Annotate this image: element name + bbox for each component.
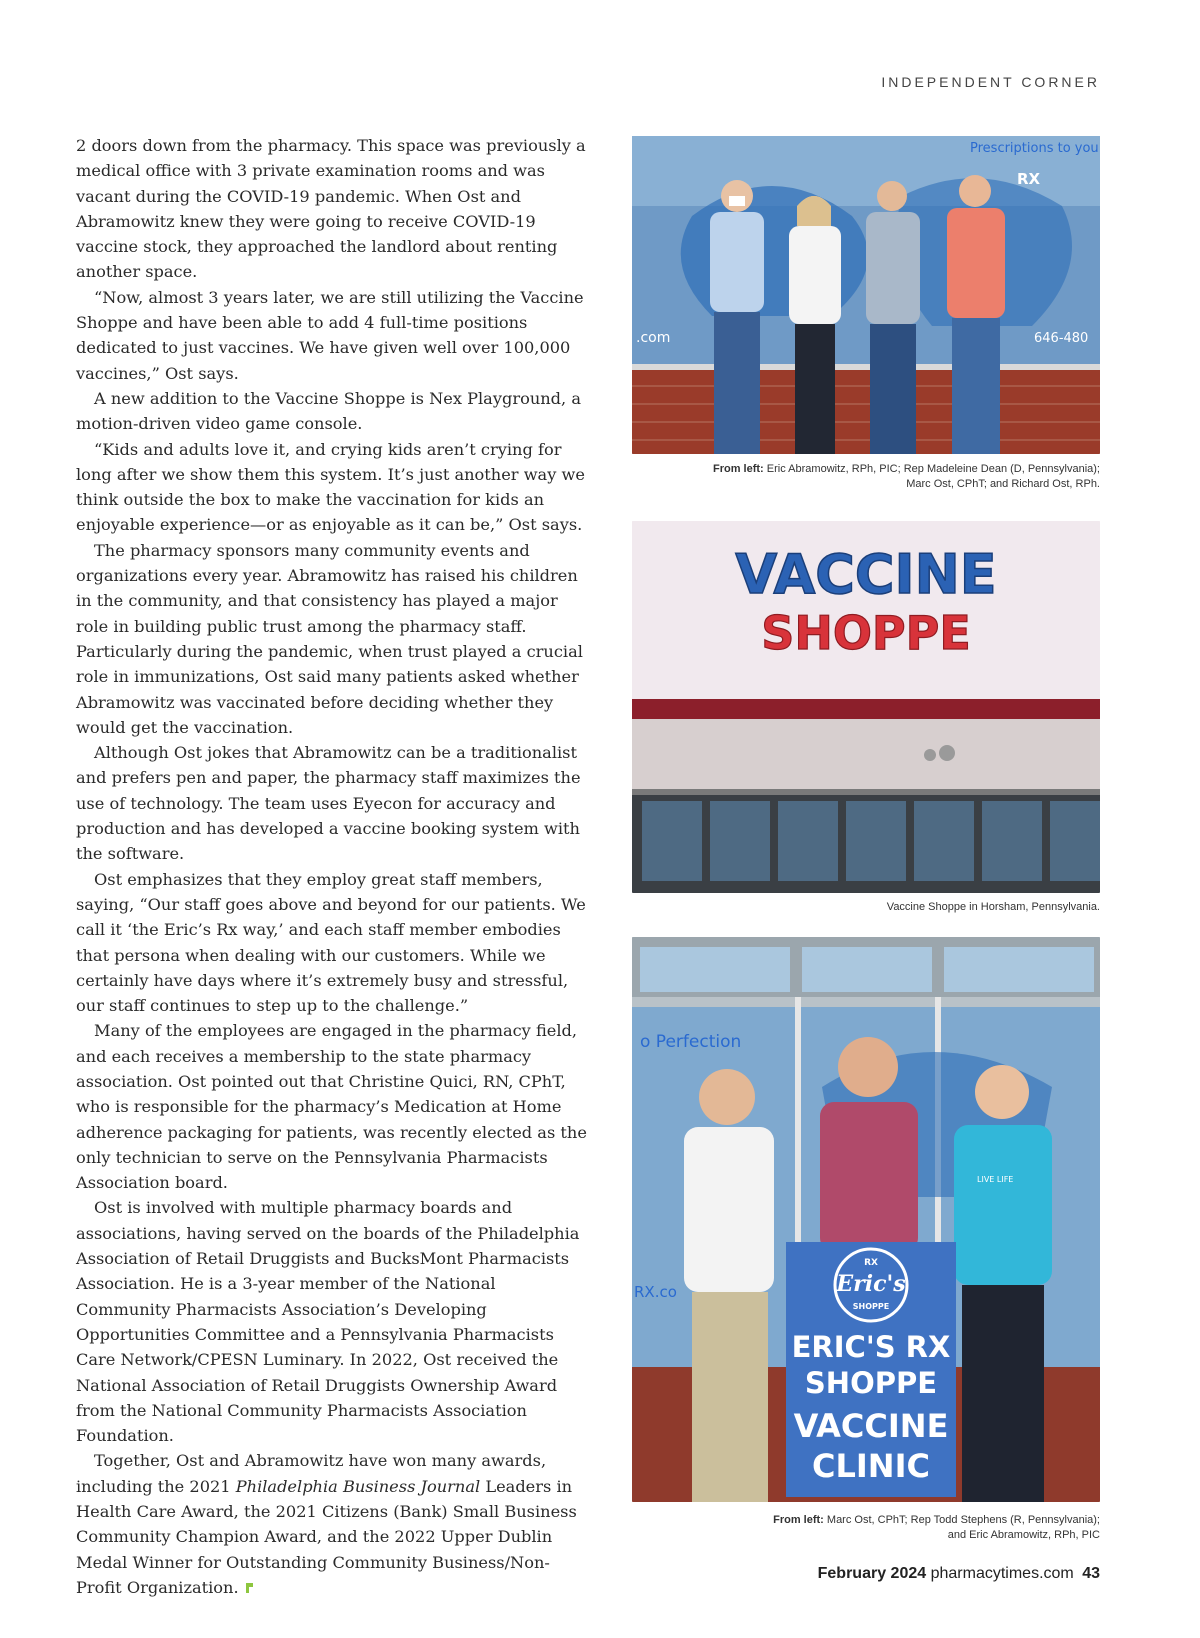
sign-text: ERIC'S RX <box>791 1330 951 1364</box>
caption-line: Marc Ost, CPhT; and Richard Ost, RPh. <box>906 478 1100 490</box>
badge-name: Eric's <box>836 1271 906 1297</box>
caption-line: and Eric Abramowitz, RPh, PIC <box>947 1529 1100 1541</box>
window-text: RX <box>1017 170 1041 188</box>
window-text: .com <box>636 330 671 346</box>
shirt-text: LIVE LIFE <box>977 1175 1014 1184</box>
caption-text: Eric Abramowitz, RPh, PIC; Rep Madeleine Dean (D, Pennsylvania); <box>763 463 1100 475</box>
sign-text: CLINIC <box>812 1447 930 1485</box>
text-run: Leaders in Health Care Award, the 2021 Citizens (Bank) Small Business Community Champion Award, and the 2022 Upper Dublin Medal Winner for Outstanding Community Business/Non-Profit Organization. <box>76 1476 577 1597</box>
badge-text: SHOPPE <box>852 1302 890 1311</box>
article-paragraph: “Kids and adults love it, and crying kids aren’t crying for long after we show them this system. It’s just another way we think outside the box to make the vaccination for kids an enjoyable experience—or as enjoyable as it can be,” Ost says. <box>76 439 585 535</box>
photo-caption: Vaccine Shoppe in Horsham, Pennsylvania. <box>886 901 1100 913</box>
end-mark-icon <box>245 1582 255 1594</box>
page-footer <box>818 1565 1100 1583</box>
window-text: RX.co <box>634 1283 677 1301</box>
article-paragraph: Ost emphasizes that they employ great staff members, saying, “Our staff goes above and beyond for our patients. We call it ‘the Eric’s Rx way,’ and each staff member embodies that persona when dealing with our customers. While we certainly have days where it’s extremely busy and stressful, our staff continues to step up to the challenge.” <box>76 869 586 1016</box>
article-paragraph: A new addition to the Vaccine Shoppe is Nex Playground, a motion-driven video game console. <box>76 388 581 434</box>
caption-text: Marc Ost, CPhT; Rep Todd Stephens (R, Pennsylvania); <box>823 1514 1100 1526</box>
sign-text: SHOPPE <box>804 1366 938 1400</box>
article-paragraph: “Now, almost 3 years later, we are still utilizing the Vaccine Shoppe and have been able to add 4 full-time positions dedicated to just vaccines. We have given well over 100,000 vaccines,” Ost says. <box>76 287 584 383</box>
article-paragraph: Ost is involved with multiple pharmacy boards and associations, having served on the boards of the Philadelphia Association of Retail Druggists and BucksMont Pharmacists Association. He is a 3-year member of the National Community Pharmacists Association’s Developing Opportunities Committee and a Pennsylvania Pharmacists Care Network/CPESN Luminary. In 2022, Ost received the National Association of Retail Druggists Ownership Award from the National Community Pharmacists Association Foundation. <box>76 1198 580 1446</box>
issue-date: February 2024 <box>817 1565 927 1582</box>
caption-line <box>620 1513 1100 1528</box>
publication-title: Philadelphia Business Journal <box>235 1476 481 1496</box>
sign-text: SHOPPE <box>761 606 971 660</box>
article-body <box>76 133 592 1600</box>
photo-vaccine-shoppe-sign <box>632 521 1100 893</box>
article-paragraph: Although Ost jokes that Abramowitz can be a traditionalist and prefers pen and paper, the pharmacy staff maximizes the use of technology. The team uses Eyecon for accuracy and production and has developed a vaccine booking system with the software. <box>76 743 581 864</box>
photo-caption <box>620 1513 1100 1543</box>
window-text: 646-480 <box>1034 331 1089 346</box>
site-url[interactable]: pharmacytimes.com <box>930 1565 1074 1582</box>
section-label: INDEPENDENT CORNER <box>881 74 1100 90</box>
sign-text: VACCINE <box>735 543 997 606</box>
photo-caption <box>620 462 1100 492</box>
caption-line <box>620 462 1100 477</box>
sign-text: VACCINE <box>793 1407 949 1445</box>
text-run: Together, Ost and Abramowitz have won many awards, including the 2021 <box>76 1451 547 1496</box>
article-paragraph: 2 doors down from the pharmacy. This space was previously a medical office with 3 private examination rooms and was vacant during the COVID-19 pandemic. When Ost and Abramowitz knew they were going to receive COVID-19 vaccine stock, they approached the landlord about renting another space. <box>76 136 586 282</box>
photo-group-storefront <box>632 136 1100 454</box>
caption-lead: From left: <box>773 1514 824 1526</box>
article-paragraph: The pharmacy sponsors many community events and organizations every year. Abramowitz has raised his children in the community, and that consistency has played a major role in building public trust among the pharmacy staff. Particularly during the pandemic, when trust played a crucial role in immunizations, Ost said many patients asked whether Abramowitz was vaccinated before deciding whether they would get the vaccination. <box>76 540 583 737</box>
article-paragraph: Many of the employees are engaged in the pharmacy field, and each receives a membership to the state pharmacy association. Ost pointed out that Christine Quici, RN, CPhT, who is responsible for the pharmacy’s Medication at Home adherence packaging for patients, was recently elected as the only technician to serve on the Pennsylvania Pharmacists Association board. <box>76 1021 587 1193</box>
caption-lead: From left: <box>713 463 764 475</box>
badge-text: RX <box>864 1258 878 1268</box>
window-text: Prescriptions to you <box>970 141 1099 156</box>
page-number: 43 <box>1082 1565 1100 1582</box>
window-text: o Perfection <box>640 1032 742 1052</box>
photo-vaccine-clinic-group <box>632 937 1100 1502</box>
article-paragraph-last <box>76 1448 592 1600</box>
